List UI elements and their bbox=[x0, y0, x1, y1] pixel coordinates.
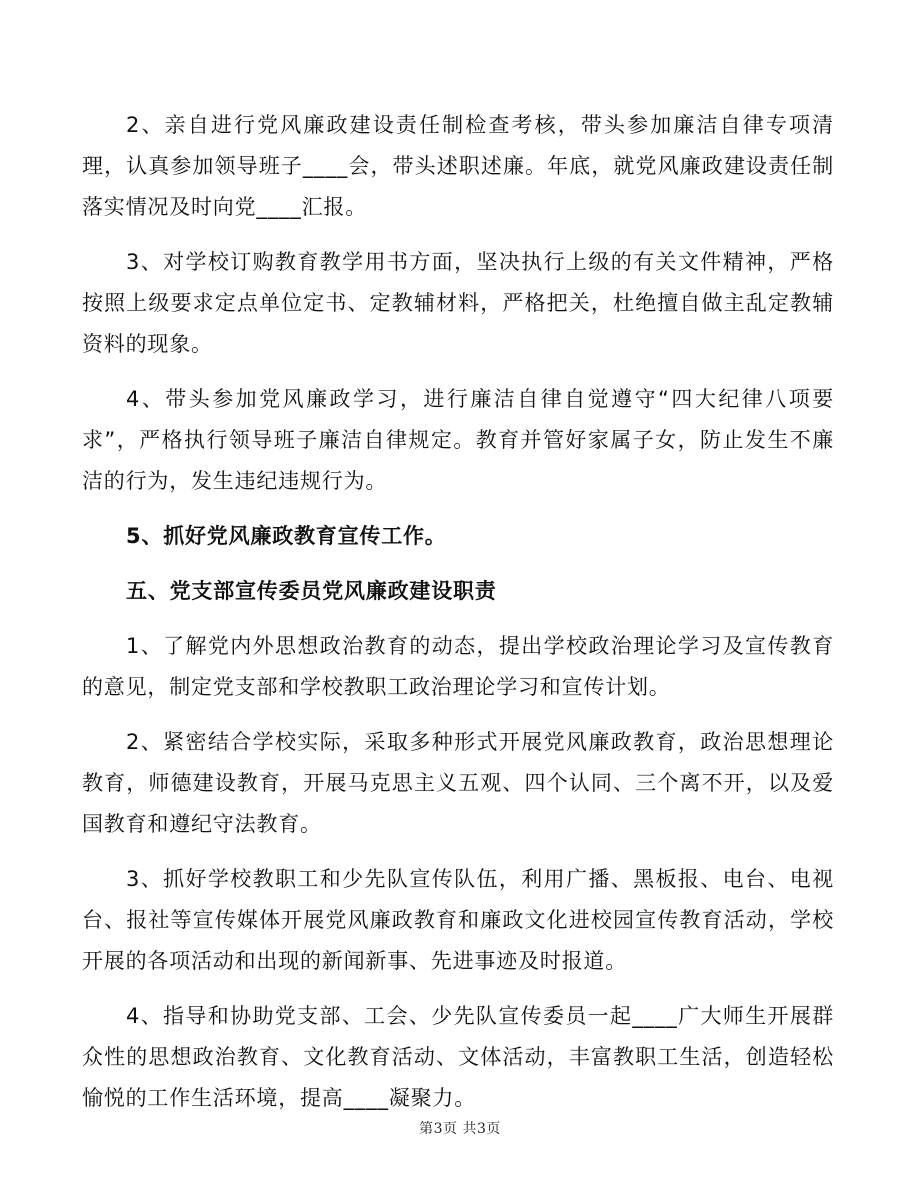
paragraph-duty-4: 4、指导和协助党支部、工会、少先队宣传委员一起____广大师生开展群众性的思想政治教育、文化教育活动、文体活动，丰富教职工生活，创造轻松愉悦的工作生活环境，提高____凝聚力。 bbox=[82, 1004, 834, 1110]
paragraph-duty-3: 3、抓好学校教职工和少先队宣传队伍，利用广播、黑板报、电台、电视台、报社等宣传媒体开展党风廉政教育和廉政文化进校园宣传教育活动，学校开展的各项活动和出现的新闻新事、先进事迹及时报道。 bbox=[82, 867, 834, 973]
paragraph-item-3: 3、对学校订购教育教学用书方面，坚决执行上级的有关文件精神，严格按照上级要求定点单位定书、定教辅材料，严格把关，杜绝擅自做主乱定教辅资料的现象。 bbox=[82, 250, 834, 356]
paragraph-duty-1: 1、了解党内外思想政治教育的动态，提出学校政治理论学习及宣传教育的意见，制定党支部和学校教职工政治理论学习和宣传计划。 bbox=[82, 634, 834, 699]
paragraph-item-4: 4、带头参加党风廉政学习，进行廉洁自律自觉遵守“四大纪律八项要求”，严格执行领导班子廉洁自律规定。教育并管好家属子女，防止发生不廉洁的行为，发生违纪违规行为。 bbox=[82, 387, 834, 493]
paragraph-item-5-bold: 5、抓好党风廉政教育宣传工作。 bbox=[126, 524, 447, 548]
paragraph-item-2: 2、亲自进行党风廉政建设责任制检查考核，带头参加廉洁自律专项清理，认真参加领导班子____会，带头述职述廉。年底，就党风廉政建设责任制落实情况及时向党____汇报。 bbox=[82, 113, 834, 219]
section-heading: 五、党支部宣传委员党风廉政建设职责 bbox=[126, 579, 497, 603]
paragraph-duty-2: 2、紧密结合学校实际，采取多种形式开展党风廉政教育，政治思想理论教育，师德建设教育，开展马克思主义五观、四个认同、三个离不开，以及爱国教育和遵纪守法教育。 bbox=[82, 730, 834, 836]
document-body bbox=[82, 105, 834, 1133]
page-number-footer: 第3页 共3页 bbox=[419, 1121, 501, 1137]
